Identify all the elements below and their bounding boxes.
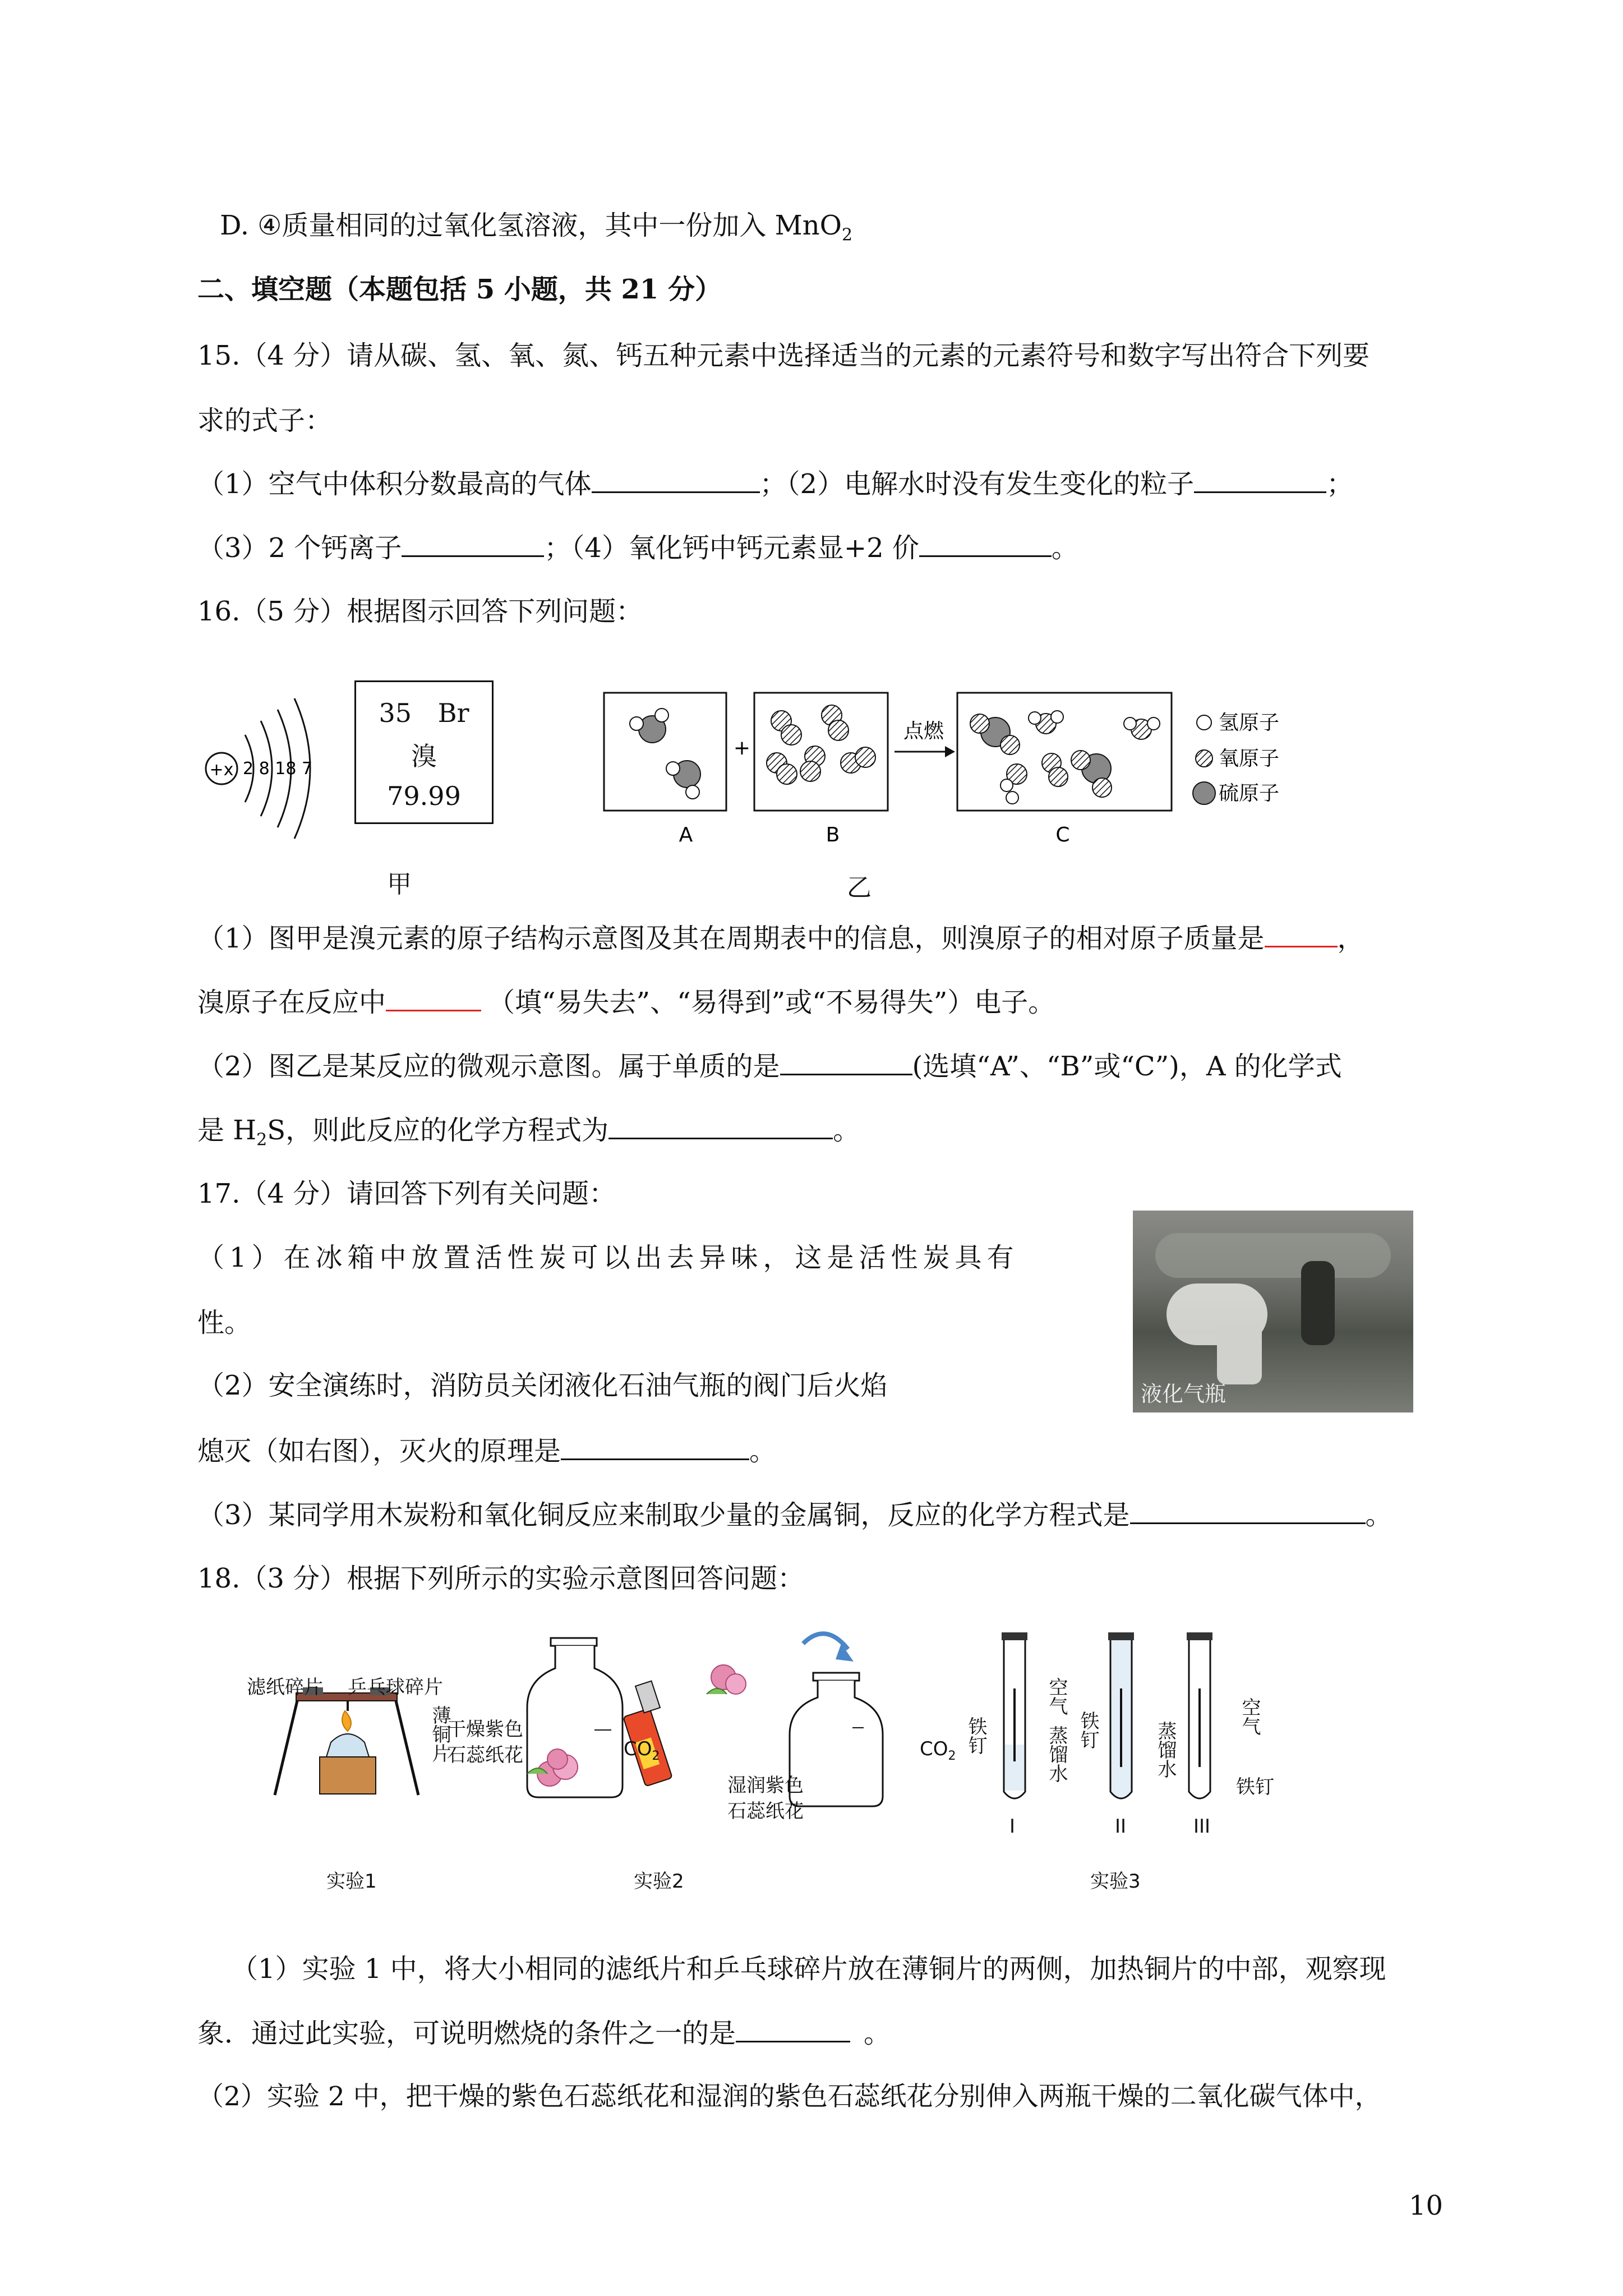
photo-caption: 液化气瓶 bbox=[1141, 1382, 1227, 1406]
exp3-air-label-1: 空气 bbox=[1045, 1677, 1068, 1715]
atom-structure-diagram bbox=[193, 690, 328, 853]
arrow-head-icon bbox=[945, 746, 955, 757]
q15-intro-line1: 15.（4 分）请从碳、氢、氧、氮、钙五种元素中选择适当的元素的元素符号和数字写出符合下列要 bbox=[197, 340, 1370, 371]
experiment-2-dry-bottle bbox=[527, 1638, 623, 1797]
atomic-number: 35 bbox=[379, 698, 412, 728]
exp3-tube-2-label: II bbox=[1115, 1815, 1127, 1838]
exp3-nail-label-1: 铁钉 bbox=[965, 1717, 987, 1755]
q18-part1-line2: 象．通过此实验，可说明燃烧的条件之一的是 。 bbox=[197, 2016, 891, 2050]
element-symbol: Br bbox=[437, 698, 469, 728]
exp3-nail-label-2: 铁钉 bbox=[1077, 1711, 1099, 1749]
electron-shells: 2 8 18 7 bbox=[243, 759, 313, 779]
exp1-pingpong-label: 乒乓球碎片 bbox=[348, 1676, 443, 1699]
so2-molecule bbox=[970, 714, 1020, 754]
exp3-water-label-1: 蒸馏水 bbox=[1045, 1726, 1068, 1783]
q17-intro: 17.（4 分）请回答下列有关问题： bbox=[197, 1178, 616, 1209]
h2o-molecule bbox=[1000, 764, 1027, 804]
legend-h-icon bbox=[1197, 715, 1211, 730]
test-tube-1 bbox=[1002, 1632, 1027, 1798]
element-name: 溴 bbox=[411, 741, 437, 771]
section-title: 二、填空题（本题包括 5 小题，共 21 分） bbox=[197, 274, 722, 305]
q17-part1-line1: （1）在冰箱中放置活性炭可以出去异味，这是活性炭具有 bbox=[197, 1242, 1019, 1273]
legend-h-label: 氢原子 bbox=[1219, 711, 1280, 734]
so2-molecule bbox=[1071, 751, 1112, 797]
q16-part1-line2: 溴原子在反应中 （填“易失去”、“易得到”或“不易得失”）电子。 bbox=[197, 985, 1055, 1019]
q15-intro-line2: 求的式子： bbox=[197, 405, 333, 436]
test-tube-2 bbox=[1108, 1632, 1134, 1798]
exp1-filter-label: 滤纸碎片 bbox=[247, 1676, 323, 1699]
box-c bbox=[957, 693, 1172, 811]
exp2-caption: 实验2 bbox=[634, 1870, 684, 1893]
exp3-air-label-3: 空气 bbox=[1238, 1697, 1261, 1736]
test-tube-3 bbox=[1187, 1632, 1212, 1798]
answer-blank[interactable] bbox=[402, 531, 544, 557]
answer-blank[interactable] bbox=[592, 467, 760, 493]
o2-molecule bbox=[1042, 753, 1068, 786]
h2o-molecule bbox=[1124, 717, 1160, 739]
legend-s-icon bbox=[1193, 782, 1215, 804]
q16-part1-line1: （1）图甲是溴元素的原子结构示意图及其在周期表中的信息，则溴原子的相对原子质量是 ， bbox=[197, 921, 1364, 955]
exp3-water-label-2: 蒸馏水 bbox=[1154, 1721, 1177, 1778]
gas-cylinder bbox=[1217, 1323, 1262, 1384]
q16-part2-line2: 是 $H_2S$，则此反应的化学方程式为 。 bbox=[197, 1113, 860, 1157]
exp2-wet-label: 湿润紫色石蕊纸花 bbox=[727, 1774, 804, 1823]
q15-line-3: （3）2 个钙离子 ；（4）氧化钙中钙元素显+2 价 。 bbox=[197, 531, 1078, 565]
q16-part2-line1: （2）图乙是某反应的微观示意图。属于单质的是 (选填“A”、“B”或“C”)，A 的化学式 bbox=[197, 1049, 1342, 1083]
exp3-nail-label-3: 铁钉 bbox=[1236, 1776, 1274, 1798]
firefighter-photo bbox=[1133, 1211, 1413, 1412]
h2s-molecule bbox=[630, 708, 668, 743]
answer-blank[interactable] bbox=[1265, 921, 1338, 947]
reaction-diagram bbox=[603, 690, 1349, 858]
page-number: 10 bbox=[1409, 2190, 1444, 2221]
exp1-copper-label: 薄铜片 bbox=[428, 1705, 451, 1763]
o2-molecules bbox=[767, 705, 875, 784]
answer-blank[interactable] bbox=[1194, 467, 1326, 493]
answer-blank[interactable] bbox=[780, 1049, 912, 1075]
q16-intro: 16.（5 分）根据图示回答下列问题： bbox=[197, 596, 643, 627]
exp3-tube-1-label: I bbox=[1009, 1815, 1016, 1838]
atomic-mass: 79.99 bbox=[387, 781, 461, 811]
exp3-tube-3-label: III bbox=[1193, 1815, 1211, 1838]
exp3-caption: 实验3 bbox=[1090, 1870, 1141, 1893]
q18-part2-line1: （2）实验 2 中，把干燥的紫色石蕊纸花和湿润的紫色石蕊纸花分别伸入两瓶干燥的二氧化碳气体中， bbox=[197, 2081, 1381, 2112]
exp1-caption: 实验1 bbox=[326, 1870, 377, 1893]
h2o-molecule bbox=[1029, 711, 1063, 734]
answer-blank[interactable] bbox=[561, 1434, 749, 1460]
q17-part3: （3）某同学用木炭粉和氧化铜反应来制取少量的金属铜，反应的化学方程式是 。 bbox=[197, 1498, 1393, 1532]
q18-intro: 18.（3 分）根据下列所示的实验示意图回答问题： bbox=[197, 1563, 805, 1594]
figure-yi-label: 乙 bbox=[847, 873, 872, 902]
exp2-dry-label: 干燥紫色石蕊纸花 bbox=[447, 1718, 523, 1766]
legend-o-icon bbox=[1196, 750, 1212, 767]
answer-blank[interactable] bbox=[1130, 1498, 1366, 1524]
plus-sign: + bbox=[733, 737, 751, 760]
q17-part2-line2: 熄灭（如右图），灭火的原理是 。 bbox=[197, 1434, 776, 1468]
legend-o-label: 氧原子 bbox=[1219, 747, 1280, 770]
element-box bbox=[354, 680, 494, 824]
experiment-1 bbox=[275, 1687, 418, 1795]
option-d: D. ④质量相同的过氧化氢溶液，其中一份加入 MnO$_2$ bbox=[220, 210, 853, 245]
q18-part1-line1: （1）实验 1 中，将大小相同的滤纸片和乒乓球碎片放在薄铜片的两侧，加热铜片的中部，观察现 bbox=[231, 1953, 1386, 1985]
answer-blank[interactable] bbox=[736, 2016, 850, 2042]
q17-part1-line2: 性。 bbox=[197, 1307, 252, 1338]
box-b-label: B bbox=[826, 823, 840, 846]
box-c-label: C bbox=[1055, 823, 1070, 846]
nucleus-charge: +x bbox=[209, 760, 234, 780]
q17-part2-line1: （2）安全演练时，消防员关闭液化石油气瓶的阀门后火焰 bbox=[197, 1370, 888, 1401]
answer-blank[interactable] bbox=[608, 1113, 833, 1139]
legend-s-label: 硫原子 bbox=[1219, 782, 1280, 805]
exp2-co2-label-1: $CO_2$ bbox=[624, 1738, 660, 1763]
exp2-co2-label-2: $CO_2$ bbox=[920, 1738, 956, 1763]
box-a-label: A bbox=[679, 823, 693, 846]
spray-bottle bbox=[623, 1665, 746, 1787]
answer-blank[interactable] bbox=[919, 531, 1052, 557]
h2s-molecule bbox=[666, 761, 700, 799]
arrow-label: 点燃 bbox=[903, 720, 944, 743]
q15-line-1: （1）空气中体积分数最高的气体 ；（2）电解水时没有发生变化的粒子 ； bbox=[197, 467, 1353, 501]
figure-jia-label: 甲 bbox=[387, 870, 412, 899]
answer-blank[interactable] bbox=[386, 985, 481, 1011]
